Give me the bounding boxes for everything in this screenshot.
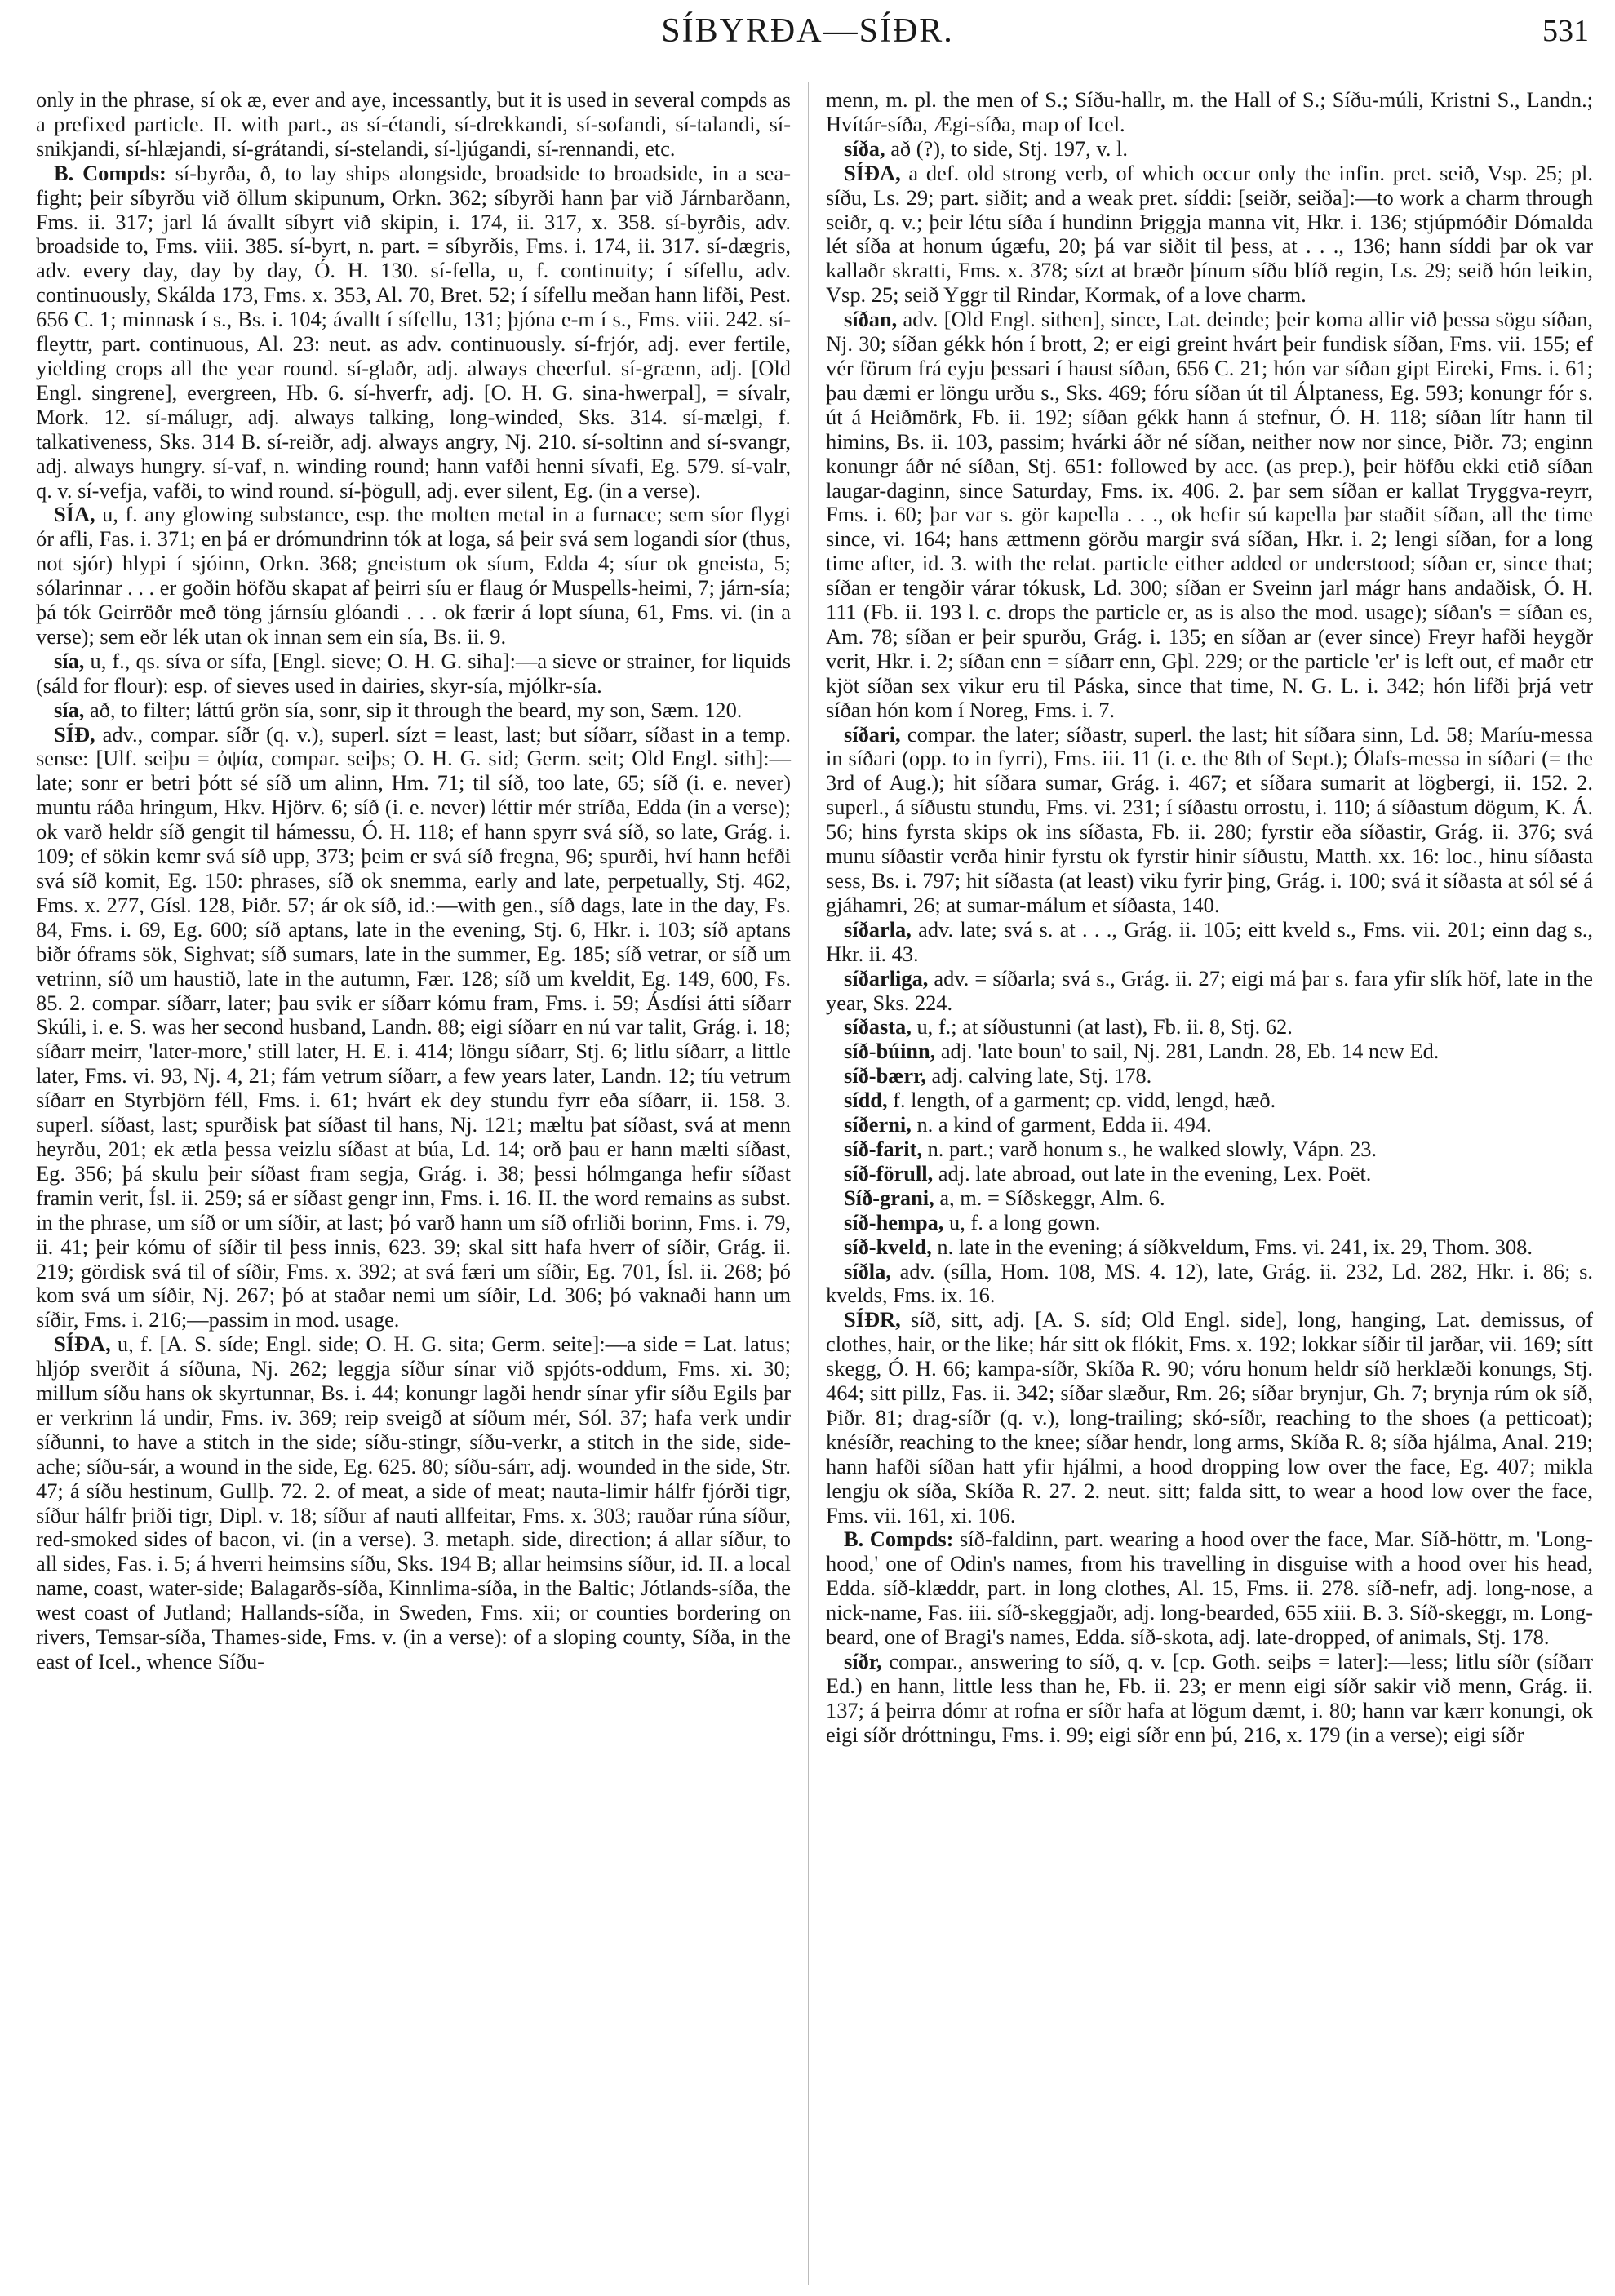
entry-text: u, f. any glowing substance, esp. the molten metal in a furnace; sem síor flygi ór afli, Fas. i. 371; en þá er drómundrinn tók at loga, sá þeir svá sem logandi síor (thus, not sjór) hlypi í sjóinn, Orkn. 368; gneistum ok síum, Edda 4; síur ok gneista, 5; sólarinnar . . . er goðin höfðu skapat af þeirri síu er flaug ór Muspells-heimi, 7; járn-sía; þá tók Geirröðr með töng járnsíu glóandi . . . ok færir á lopt síuna, 61, Fms. vi. (in a verse); sem eðr lék utan ok innan sem ein sía, Bs. ii. 9. (36, 502, 791, 649)
entry-headword: síðla, (844, 1258, 891, 1283)
entry-text: u, f. a long gown. (943, 1209, 1101, 1234)
dictionary-entry (36, 88, 791, 162)
dictionary-entry (36, 162, 791, 503)
entry-headword: SÍÐA, (54, 1332, 111, 1357)
entry-headword: B. Compds: (54, 160, 166, 185)
entry-headword: síðasta, (844, 1014, 912, 1039)
entry-text: n. late in the evening; á síðkveldum, Fms. vi. 241, ix. 29, Thom. 308. (931, 1234, 1533, 1259)
entry-text: sí-byrða, ð, to lay ships alongside, broadside to broadside, in a sea-fight; þeir síbyrðu við öllum skipunum, Orkn. 362; síbyrði hann þar við Járnbarðann, Fms. ii. 317; jarl lá ávallt síbyrt við skipin, i. 174, ii. 317, x. 358. sí-byrðis, adv. broadside to, Fms. viii. 385. sí-byrt, n. part. = síbyrðis, Fms. i. 174, ii. 317. sí-dægris, adv. every day, day by day, Ó. H. 130. sí-fella, u, f. continuity; í sífellu, adv. continuously, Skálda 173, Fms. x. 353, Al. 70, Bret. 52; í sífellu meðan hann lifði, Pest. 656 C. 1; minnask í s., Bs. i. 104; ávallt í sífellu, 131; þjóna e-m í s., Fms. viii. 242. sí-fleyttr, part. continuous, Al. 23: neut. as adv. continuously. sí-frjór, adj. ever fertile, yielding crops all the year round. sí-glaðr, adj. always cheerful. sí-grænn, adj. [Old Engl. singrene], evergreen, Hb. 6. sí-hverfr, adj. [O. H. G. sina-hwerpal], = sívalr, Mork. 12. sí-málugr, adj. always talking, long-winded, Sks. 314. sí-mælgi, f. talkativeness, Sks. 314 B. sí-reiðr, adj. always angry, Nj. 210. sí-soltinn and sí-svangr, adj. always hungry. sí-vaf, n. winding round; hann vafði henni sívafi, Eg. 579. sí-valr, q. v. sí-vefja, vafði, to wind round. sí-þögull, adj. ever silent, Eg. (in a verse). (36, 160, 791, 503)
entry-headword: síð-förull, (844, 1160, 934, 1186)
entry-text: síð, sitt, adj. [A. S. síd; Old Engl. side], long, hanging, Lat. demissus, of clothes, hair, or the like; hár sitt ok flókit, Fms. x. 192; lokkar síðir til jarðar, vii. 169; sítt skegg, Ó. H. 66; kampa-síðr, Skíða R. 90; vóru honum heldr síð herklæði konungs, Stj. 464; sitt pillz, Fas. ii. 342; síðar slæður, Rm. 26; síðar brynjur, Gh. 7; brynja rúm ok síð, Þiðr. 81; drag-síðr (q. v.), long-trailing; skó-síðr, reaching to the shoes (a petticoat); knésíðr, reaching to the knee; síðar hendr, long arms, Skíða R. 8; síða hjálma, Anal. 219; hann hafði síðan hatt yfir hjálmi, a hood dropping low over the face, Eg. 407; mikla lengju ok síða, Skíða R. 27. 2. neut. sitt; falda sitt, to wear a hood low over the face, Fms. vii. 161, xi. 106. (826, 1307, 1593, 1527)
entry-text: að (?), to side, Stj. 197, v. l. (885, 135, 1128, 161)
entry-text: síð-faldinn, part. wearing a hood over the face, Mar. Síð-höttr, m. 'Long-hood,' one of Odin's names, from his travelling in disguise with a hood over his head, Edda. síð-klæddr, part. in long clothes, Al. 15, Fms. ii. 278. síð-nefr, adj. long-nose, a nick-name, Fas. iii. síð-skeggjaðr, adj. long-bearded, 655 xiii. B. 3. Síð-skeggr, m. Long-beard, one of Bragi's names, Edda. síð-skota, adj. late-dropped, of animals, Stj. 178. (826, 1527, 1593, 1650)
dictionary-entry (826, 137, 1593, 162)
dictionary-entry (826, 1162, 1593, 1186)
entry-headword: síðr, (844, 1649, 882, 1673)
dictionary-entry (826, 1039, 1593, 1064)
entry-headword: SÍÐA, (844, 160, 901, 185)
dictionary-entry (826, 1308, 1593, 1527)
entry-text: adv. late; svá s. at . . ., Grág. ii. 105; eitt kveld s., Fms. vii. 201; einn dag s., Hkr. ii. 43. (826, 916, 1593, 966)
entry-text: adv., compar. síðr (q. v.), superl. sízt = least, last; but síðarr, síðast in a temp. sense: [Ulf. seiþu = ὀψία, compar. seiþs; O. H. G. sid; Germ. seit; Old Engl. sith]:—late; sonr er betri þótt sé síð um alinn, Hm. 71; til síð, too late, 65; síð (i. e. never) muntu ráða hringum, Hkv. Hjörv. 6; síð (i. e. never) léttir mér stríða, Edda (in a verse); ok varð heldr síð gengit til hámessu, Ó. H. 118; ef hann spyrr svá síð, so late, Grág. i. 109; ef sökin kemr svá síð upp, 373; þeim er svá síð fregna, 96; spurði, hví hann hefði svá síð komit, Eg. 150: phrases, síð ok snemma, early and late, perpetually, Stj. 462, Fms. x. 277, Gísl. 128, Þiðr. 57; ár ok síð, id.:—with gen., síð dags, late in the day, Fs. 84, Fms. i. 69, Eg. 600; síð aptans, late in the evening, Stj. 6, Hkr. i. 103; síð aptans biðr óframs sök, Sighvat; síð sumars, late in the summer, Eg. 185; síð vetrar, or síð um vetrinn, síð um haustið, late in the autumn, Fær. 128; síð um kveldit, Eg. 149, 600, Fs. 85. 2. compar. síðarr, later; þau svik er síðarr kómu fram, Fms. i. 59; Ásdísi átti síðarr Skúli, i. e. S. was her second husband, Landn. 88; eigi síðarr en nú var talit, Grág. i. 18; síðarr meirr, 'later-more,' still later, H. E. i. 414; löngu síðarr, Stj. 6; litlu síðarr, a little later, Fms. vi. 93, Nj. 4, 21; fám vetrum síðarr, a few years later, Landn. 12; tíu vetrum síðarr en Styrbjörn féll, Fms. i. 61; hvárt ek dey stundu fyrr eða síðarr, ii. 158. 3. superl. síðast, last; spurðisk þat síðast til hans, Nj. 121; mæltu þat síðast, svá at menn heyrðu, 201; ek ætla þessa veizlu síðast at búa, Ld. 14; orð þau er hann mælti síðast, Eg. 356; þá skulu þeir síðast fram segja, Grág. i. 38; þessi hólmganga hefir síðast framin verit, Ísl. ii. 259; sá er síðast gengr inn, Fms. i. 16. II. the word remains as subst. in the phrase, um síð or um síðir, at last; þó varð hann um síð ofrliði borinn, Fms. i. 79, ii. 41; þeir kómu of síðir til þess innis, 623. 39; skal sitt hafa hverr of síðir, Grág. ii. 219; gördisk svá til of síðir, Fms. x. 392; at svá færi um síðir, Eg. 701, Ísl. ii. 268; þó kom svá um síðir, Nj. 267; þó at staðar nemi um síðir, Ld. 306; þó vaknaði hann um síðir, Fms. i. 216;—passim in mod. usage. (36, 721, 791, 1332)
entry-headword: Síð-grani, (844, 1185, 934, 1210)
entry-text: menn, m. pl. the men of S.; Síðu-hallr, m. the Hall of S.; Síðu-múli, Kristni S., Landn.; Hvítár-síða, Ægi-síða, map of Icel. (826, 87, 1593, 136)
dictionary-entry (826, 1260, 1593, 1309)
entry-headword: síða, (844, 135, 885, 161)
dictionary-entry (826, 967, 1593, 1016)
left-column (36, 88, 791, 1674)
page-header (0, 7, 1615, 55)
dictionary-entry (826, 1088, 1593, 1113)
dictionary-entry (826, 1186, 1593, 1211)
dictionary-entry (826, 1113, 1593, 1137)
dictionary-entry (826, 1137, 1593, 1162)
entry-text: compar., answering to síð, q. v. [cp. Goth. seiþs = later]:—less; litlu síðr (síðarr Ed.) en hann, little less than he, Fb. ii. 23; er menn eigi síðr sakir við menn, Grág. ii. 137; á þeirra dómr at rofna er síðr hafa at lögum dæmt, i. 80; hann var kærr konungi, ok eigi síðr dróttningu, Fms. i. 99; eigi síðr enn þú, 216, x. 179 (in a verse); eigi síðr (826, 1649, 1593, 1747)
entry-text: adv. (sílla, Hom. 108, MS. 4. 12), late, Grág. ii. 232, Ld. 282, Hkr. i. 86; s. kvelds, Fms. ix. 16. (826, 1258, 1593, 1308)
dictionary-entry (36, 1332, 791, 1674)
entry-text: að, to filter; láttú grön sía, sonr, sip it through the beard, my son, Sæm. 120. (84, 697, 743, 722)
entry-headword: síð-búinn, (844, 1039, 936, 1064)
entry-headword: síðarliga, (844, 965, 929, 991)
entry-text: f. length, of a garment; cp. vidd, lengd, hæð. (887, 1088, 1276, 1113)
dictionary-entry (826, 1650, 1593, 1748)
entry-text: a, m. = Síðskeggr, Alm. 6. (934, 1185, 1165, 1210)
entry-text: adj. calving late, Stj. 178. (925, 1063, 1152, 1088)
running-title: SÍBYRÐA—SÍÐR. (661, 12, 954, 50)
entry-text: compar. the later; síðastr, superl. the last; hit síðara sinn, Ld. 58; Maríu-messa in síðari (opp. to in fyrri), Fms. iii. 11 (i. e. the 8th of Sept.); Ólafs-messa in síðari (= the 3rd of Aug.); hit síðara sumar, Grág. i. 467; et síðara sumarit at lögbergi, ii. 152. 2. superl., á síðustu stundu, Fms. vi. 231; í síðastu orrostu, i. 110; á síðastum dögum, K. Á. 56; hins fyrsta skips ok ins síðasta, Fb. ii. 280; fyrstir eða síðastir, Grág. ii. 376; svá munu síðastir verða hinir fyrstu ok fyrstir hinir síðustu, Matth. xx. 16: loc., hinu síðasta sess, Bs. i. 797; hit síðasta (at least) viku fyrir þing, Grág. i. 100; svá it síðasta at sól sé á gjáhamri, 26; at sumar-málum et síðasta, 140. (826, 721, 1593, 917)
page-number: 531 (1542, 14, 1589, 48)
entry-text: n. part.; varð honum s., he walked slowly, Vápn. 23. (922, 1136, 1378, 1161)
entry-headword: síðan, (844, 307, 898, 332)
entry-text: u, f.; at síðustunni (at last), Fb. ii. 8, Stj. 62. (911, 1014, 1293, 1039)
dictionary-entry (826, 1211, 1593, 1235)
entry-text: only in the phrase, sí ok æ, ever and aye, incessantly, but it is used in several compds as a prefixed particle. II. with part., as sí-étandi, sí-drekkandi, sí-sofandi, sí-talandi, sí-snikjandi, sí-hlæjandi, sí-grátandi, sí-stelandi, sí-ljúgandi, sí-rennandi, etc. (36, 87, 791, 161)
dictionary-entry (826, 88, 1593, 137)
dictionary-entry (826, 1235, 1593, 1260)
dictionary-entry (826, 1527, 1593, 1650)
entry-text: a def. old strong verb, of which occur only the infin. pret. seið, Vsp. 25; pl. síðu, Ls. 29; part. siðit; and a weak pret. síddi: [seiðr, seiða]:—to work a charm through seiðr, q. v.; þeir létu síða í hundinn Þriggja manna vit, Hkr. i. 136; stjúpmóðir Dómalda lét síða at honum úgæfu, 20; þá var siðit til þess, at . . ., 136; hann síddi þar ok var kallaðr skratti, Fms. x. 378; sízt at bræðr þínum síðu blíð regin, Ls. 29; seið hón leikin, Vsp. 25; seið Yggr til Rindar, Kormak, of a love charm. (826, 160, 1593, 308)
entry-headword: sídd, (844, 1088, 888, 1113)
entry-headword: síðarla, (844, 916, 912, 942)
entry-headword: síð-hempa, (844, 1209, 944, 1234)
entry-text: u, f. [A. S. síde; Engl. side; O. H. G. sita; Germ. seite]:—a side = Lat. latus; hljóp sverðit á síðuna, Nj. 262; leggja síður sínar við spjóts-oddum, Fms. xi. 30; millum síðu hans ok skyrtunnar, Bs. i. 44; konungr lagði hendr sínar yfir síðu Egils þar er verkrinn lá undir, Fms. iv. 369; reip sveigð at síðum mér, Sól. 37; hafa verk undir síðunni, to have a stitch in the side; síðu-stingr, síðu-verkr, a stitch in the side, side-ache; síðu-sár, a wound in the side, Eg. 625. 80; síðu-sárr, adj. wounded in the side, Str. 47; á síðu hestinum, Gullþ. 72. 2. of meat, a side of meat; nauta-limir hálfr fjórði tigr, síður hálfr þriði tigr, Dipl. v. 18; síður af nauti allfeitar, Fms. x. 303; rauðar rúna síður, red-smoked sides of bacon, vi. (in a verse). 3. metaph. side, direction; á allar síður, to all sides, Fas. i. 5; á hverri heimsins síðu, Sks. 194 B; allar heimsins síður, id. II. a local name, coast, water-side; Balagarðs-síða, Kinnlima-síða, in the Baltic; Jótlands-síða, the west coast of Jutland; Hallands-síða, in Sweden, Fms. xii; or counties bordering on rivers, Temsar-síða, Thames-side, Fms. v. (in a verse): of a sloping county, Síða, in the east of Icel., whence Síðu- (36, 1332, 791, 1673)
entry-headword: sía, (54, 697, 85, 722)
entry-headword: síð-bærr, (844, 1063, 926, 1088)
entry-text: u, f., qs. síva or sífa, [Engl. sieve; O. H. G. siha]:—a sieve or strainer, for liquids (sáld for flour): esp. of sieves used in dairies, skyr-sía, mjólkr-sía. (36, 648, 791, 698)
dictionary-entry (826, 162, 1593, 308)
dictionary-entry (826, 308, 1593, 722)
entry-headword: sía, (54, 648, 85, 673)
entry-text: adv. = síðarla; svá s., Grág. ii. 27; eigi má þar s. fara yfir slík höf, late in the year, Sks. 224. (826, 965, 1593, 1015)
dictionary-entry (36, 649, 791, 698)
entry-text: n. a kind of garment, Edda ii. 494. (911, 1112, 1212, 1137)
dictionary-entry (826, 918, 1593, 967)
right-column (826, 88, 1593, 1748)
entry-text: adv. [Old Engl. sithen], since, Lat. deinde; þeir koma allir við þessa sögu síðan, Nj. 30; síðan gékk hón í brott, 2; er eigi greint hvárt þeir fundisk síðan, Fms. vii. 155; ef vér förum frá eyju þessari í haust síðan, 656 C. 21; hón var síðan gipt Eireki, Fms. i. 61; þau dæmi er löngu urðu s., Sks. 469; fóru síðan út til Álptaness, Eg. 593; konungr fór s. út á Heiðmörk, Fb. ii. 192; síðan gékk hann á stefnur, Ó. H. 118; síðan lítr hann til himins, Bs. ii. 103, passim; hvárki áðr né síðan, neither now nor since, Þiðr. 73; enginn konungr áðr né síðan, Stj. 651: followed by acc. (as prep.), þeir höfðu ekki etið síðan laugar-daginn, since Saturday, Fms. ix. 406. 2. þar sem síðan er kallat Tryggva-reyrr, Fms. i. 60; þar var s. gör kapella . . ., ok hefir sú kapella þar staðit síðan, all the time since, vi. 164; hans ættmenn görðu margir svá síðan, Hkr. i. 2; lengi síðan, for a long time after, id. 3. with the relat. particle either added or understood; síðan er, since that; síðan er tengðir várar tókusk, Ld. 300; síðan er Sveinn jarl mágr hans andaðisk, Ó. H. 111 (Fb. ii. 193 l. c. drops the particle er, as is also the mod. usage); síðan's = síðan es, Am. 78; síðan er þeir spurðu, Grág. i. 135; en síðan ar (ever since) Freyr hafði heygðr verit, Hkr. i. 2; síðan enn = síðarr enn, Gþl. 229; or the particle 'er' is left out, ef maðr etr kjöt síðan sex vikur eru til Páska, since that time, N. G. L. i. 342; hón lifði þrjá vetr síðan hón kom í Noreg, Fms. i. 7. (826, 307, 1593, 722)
entry-headword: síðari, (844, 721, 901, 747)
dictionary-entry (826, 1064, 1593, 1088)
entry-text: adj. 'late boun' to sail, Nj. 281, Landn. 28, Eb. 14 new Ed. (935, 1039, 1440, 1064)
entry-headword: B. Compds: (844, 1527, 954, 1552)
column-divider (808, 82, 809, 2285)
entry-headword: síð-farit, (844, 1136, 923, 1161)
dictionary-entry (36, 723, 791, 1333)
dictionary-entry (36, 698, 791, 723)
entry-headword: SÍA, (54, 502, 95, 527)
entry-headword: síð-kveld, (844, 1234, 932, 1259)
dictionary-entry (826, 1015, 1593, 1039)
entry-text: adj. late abroad, out late in the evening, Lex. Poët. (933, 1160, 1372, 1186)
entry-headword: SÍÐR, (844, 1307, 901, 1332)
entry-headword: SÍÐ, (54, 721, 95, 747)
dictionary-entry (826, 723, 1593, 918)
dictionary-entry (36, 503, 791, 649)
entry-headword: síðerni, (844, 1112, 912, 1137)
